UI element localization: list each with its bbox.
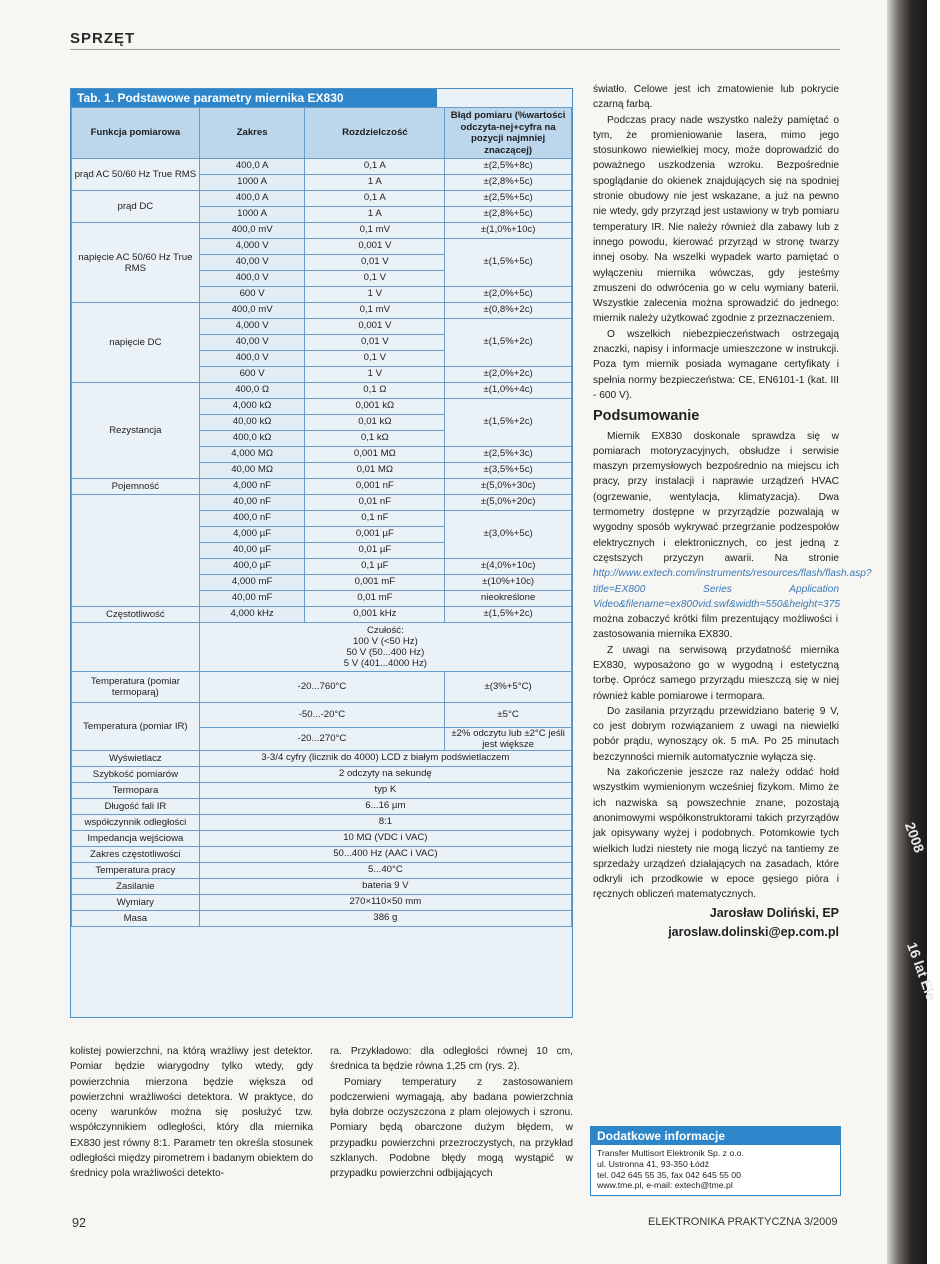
- paragraph: Do zasilania przyrządu przewidziano baterię 9 V, co jest dobrym rozwiązaniem z uwagi na niewielki pobór prądu, wynoszący ok. 5 mA. Po 25 minutach bezczynności miernik automatycznie wyłącza się.: [593, 705, 839, 763]
- error-cell: ±(2,8%+5c): [445, 207, 572, 223]
- range-cell: -20...270°C: [199, 728, 444, 751]
- resolution-cell: 0,001 V: [305, 319, 445, 335]
- info-line: tel. 042 645 55 35, fax 042 645 55 00: [597, 1169, 741, 1180]
- paragraph: ra. Przykładowo: dla odległości równej 10 cm, średnica ta będzie równa 1,25 cm (rys. 2).: [330, 1046, 573, 1073]
- page-edge-shadow: [887, 0, 940, 1264]
- general-value-cell: 8:1: [199, 815, 571, 831]
- error-cell: ±(2,0%+5c): [445, 287, 572, 303]
- error-cell: ±5°C: [445, 703, 572, 728]
- header-rule: [70, 49, 840, 50]
- error-cell: ±(4,0%+10c): [445, 559, 572, 575]
- resolution-cell: 0,001 MΩ: [305, 447, 445, 463]
- general-label-cell: Zasilanie: [72, 879, 200, 895]
- parameters-table: [71, 107, 572, 927]
- function-cell: Temperatura (pomiar IR): [72, 703, 200, 751]
- resolution-cell: 0,1 A: [305, 191, 445, 207]
- page-number: 92: [72, 1216, 86, 1230]
- section-header: SPRZĘT: [70, 30, 136, 47]
- range-cell: 400,0 V: [199, 351, 305, 367]
- range-cell: 600 V: [199, 367, 305, 383]
- general-value-cell: 270×110×50 mm: [199, 895, 571, 911]
- general-label-cell: Zakres częstotliwości: [72, 847, 200, 863]
- error-cell: ±(5,0%+20c): [445, 495, 572, 511]
- paragraph: [593, 429, 872, 643]
- author-name: Jarosław Doliński, EP: [709, 905, 839, 920]
- paragraph: światło. Celowe jest ich zmatowienie lub pokrycie czarną farbą.: [593, 84, 839, 111]
- range-cell: 600 V: [199, 287, 305, 303]
- error-cell: ±(2,5%+3c): [445, 447, 572, 463]
- function-cell: Rezystancja: [72, 383, 200, 479]
- resolution-cell: 0,1 mV: [305, 223, 445, 239]
- info-line[interactable]: www.tme.pl, e-mail: extech@tme.pl: [597, 1180, 733, 1191]
- range-cell: 400,0 Ω: [199, 383, 305, 399]
- error-cell: ±(2,5%+5c): [445, 191, 572, 207]
- range-cell: 40,00 V: [199, 255, 305, 271]
- range-cell: 40,00 kΩ: [199, 415, 305, 431]
- info-line: Transfer Multisort Elektronik Sp. z o.o.: [597, 1148, 744, 1158]
- table-row: [72, 479, 572, 495]
- magazine-name: ELEKTRONIKA PRAKTYCZNA 3/2009: [648, 1216, 838, 1228]
- range-cell: 400,0 mV: [199, 303, 305, 319]
- table-row: [72, 879, 572, 895]
- middle-text-column: [330, 1044, 573, 1182]
- table-row: [72, 863, 572, 879]
- error-cell: ±(2,8%+5c): [445, 175, 572, 191]
- error-cell: ±(0,8%+2c): [445, 303, 572, 319]
- resolution-cell: 0,1 V: [305, 351, 445, 367]
- parameters-table-box: [70, 88, 573, 1018]
- table-row: [72, 495, 572, 511]
- resolution-cell: 0,01 nF: [305, 495, 445, 511]
- range-cell: 400,0 mV: [199, 223, 305, 239]
- resolution-cell: 0,1 A: [305, 159, 445, 175]
- range-cell: 400,0 V: [199, 271, 305, 287]
- error-cell: ±2% odczytu lub ±2°C jeśli jest większe: [445, 728, 572, 751]
- paragraph: Na zakończenie jeszcze raz należy oddać hołd wszystkim wymienionym wcześniej fizykom. Mimo że ich nazwiska są powszechnie znane, pozostają anonimowymi współkonstruktorami takich przyrządów jak opisywany wyżej i podobnych. Potomkowie tych wielkich ludzi niestety nie mogą liczyć na tantiemy ze sprzedaży urządzeń działających na zasadach, które odkryli ich przodkowie w epoce gęsiego pióra i ręcznych obliczeń matematycznych.: [593, 767, 839, 901]
- resolution-cell: 0,01 µF: [305, 543, 445, 559]
- edge-text-title: 16 lat Ele: [903, 940, 940, 1003]
- general-value-cell: 50...400 Hz (AAC i VAC): [199, 847, 571, 863]
- general-label-cell: Długość fali IR: [72, 799, 200, 815]
- range-cell: 4,000 µF: [199, 527, 305, 543]
- range-cell: 400,0 µF: [199, 559, 305, 575]
- range-cell: 40,00 nF: [199, 495, 305, 511]
- paragraph-text: Miernik EX830 doskonale sprawdza się w pomiarach motoryzacyjnych, obsłudze i serwisie maszyn przemysłowych bezpośrednio na miejscu ich pracy, przy instalacji i naprawie urządzeń HVAC (ogrzewanie, wentylacja, klimatyzacja). Dwa termometry dostępne w przyrządzie pozwalają w wygodny sposób wykrywać przegrzanie podzespołów elektrycznych i elektronicznych, co jest jedną z częstszych przyczyn awarii. Na stronie: [593, 430, 839, 564]
- general-value-cell: 3-3/4 cyfry (licznik do 4000) LCD z białym podświetlaczem: [199, 751, 571, 767]
- paragraph: Z uwagi na serwisową przydatność miernika EX830, wyposażono go w wygodną i estetyczną torbę. Oprócz samego przyrządu mieszczą się w niej również kable pomiarowe i termopara.: [593, 644, 839, 702]
- error-cell: ±(3,0%+5c): [445, 511, 572, 559]
- summary-heading: Podsumowanie: [593, 408, 700, 425]
- resolution-cell: 1 A: [305, 207, 445, 223]
- range-cell: 4,000 kHz: [199, 607, 305, 623]
- resolution-cell: 1 V: [305, 367, 445, 383]
- general-value-cell: 10 MΩ (VDC i VAC): [199, 831, 571, 847]
- header-function: Funkcja pomiarowa: [72, 108, 200, 159]
- function-cell: Temperatura (pomiar termoparą): [72, 672, 200, 703]
- general-value-cell: bateria 9 V: [199, 879, 571, 895]
- error-cell: ±(3%+5°C): [445, 672, 572, 703]
- range-cell: 400,0 A: [199, 191, 305, 207]
- table-row: [72, 751, 572, 767]
- general-label-cell: współczynnik odległości: [72, 815, 200, 831]
- table-rows: [72, 159, 572, 607]
- general-label-cell: Szybkość pomiarów: [72, 767, 200, 783]
- range-cell: 4,000 nF: [199, 479, 305, 495]
- resolution-cell: 0,1 kΩ: [305, 431, 445, 447]
- resolution-cell: 0,001 mF: [305, 575, 445, 591]
- error-cell: ±(1,5%+2c): [445, 399, 572, 447]
- table-row: [72, 672, 572, 703]
- sensitivity-line: 50 V (50...400 Hz): [346, 647, 425, 658]
- paragraph-text: można zobaczyć krótki film prezentujący możliwości i zastosowania miernika EX830.: [593, 614, 839, 641]
- paragraph: Podczas pracy nade wszystko należy pamiętać o tym, że promieniowanie lasera, mimo jego stosunkowo niewielkiej mocy, może doprowadzić do poważnego uszkodzenia wzroku. Bezpośrednie spoglądanie do okienek znajdujących się na spodniej stronie obudowy nie jest wskazane, a już na pewno nie wtedy, gdy przyrząd jest ustawiony w tryb pomiaru temperatury IR. Nie należy również dla zabawy lub z innego powodu, kierować przyrząd w stronę twarzy innej osoby. Na wszelki wypadek warto pamiętać o wyłączeniu miernika wówczas, gdy jesteśmy zmuszeni do odwrócenia go w celu wymiany baterii. Wszystkie zalecenia można sprowadzić do jednego: miernik należy użytkować zgodnie z przeznaczeniem.: [593, 114, 839, 325]
- resolution-cell: 0,001 kΩ: [305, 399, 445, 415]
- function-cell: prąd AC 50/60 Hz True RMS: [72, 159, 200, 191]
- range-cell: 1000 A: [199, 207, 305, 223]
- video-link[interactable]: http://www.extech.com/instruments/resources/flash/flash.asp?title=EX800 Series Application Video&filename=ex800vid.swf&width=550&height=375: [593, 568, 872, 610]
- left-text-column: [70, 1044, 313, 1182]
- general-value-cell: 6...16 µm: [199, 799, 571, 815]
- range-cell: 1000 A: [199, 175, 305, 191]
- info-box: [590, 1126, 841, 1196]
- header-error: Błąd pomiaru (%wartości odczyta-nej+cyfra na pozycji najmniej znaczącej): [445, 108, 572, 159]
- error-cell: ±(5,0%+30c): [445, 479, 572, 495]
- resolution-cell: 0,1 V: [305, 271, 445, 287]
- range-cell: -20...760°C: [199, 672, 444, 703]
- resolution-cell: 0,01 V: [305, 335, 445, 351]
- paragraph: kolistej powierzchni, na którą wrażliwy jest detektor. Pomiar będzie wiarygodny tylko wtedy, gdy powierzchnia mierzona będzie większa od powierzchni wrażliwości detektora. W praktyce, do oceny warunków można się posłużyć tzw. współczynnikiem odległości, który dla miernika EX830 jest równy 8:1. Parametr ten określa stosunek odległości między pirometrem i badanym obiektem do średnicy pola wrażliwości detekto-: [70, 1046, 313, 1180]
- header-resolution: Rozdzielczość: [305, 108, 445, 159]
- table-row: [72, 623, 572, 672]
- resolution-cell: 0,001 V: [305, 239, 445, 255]
- range-cell: 40,00 mF: [199, 591, 305, 607]
- table-row: [72, 831, 572, 847]
- edge-text-year: 2008: [901, 820, 928, 855]
- general-value-cell: 5...40°C: [199, 863, 571, 879]
- sensitivity-line: 100 V (<50 Hz): [352, 636, 418, 647]
- right-text-column: [593, 82, 872, 941]
- resolution-cell: 0,01 mF: [305, 591, 445, 607]
- function-cell: napięcie AC 50/60 Hz True RMS: [72, 223, 200, 303]
- function-cell: Pojemność: [72, 479, 200, 495]
- resolution-cell: 0,01 V: [305, 255, 445, 271]
- function-cell: [72, 623, 200, 672]
- table-row: [72, 895, 572, 911]
- range-cell: 40,00 V: [199, 335, 305, 351]
- table-row: [72, 191, 572, 207]
- error-cell: ±(1,0%+4c): [445, 383, 572, 399]
- range-cell: 40,00 µF: [199, 543, 305, 559]
- general-label-cell: Masa: [72, 911, 200, 927]
- paragraph: Pomiary temperatury z zastosowaniem podczerwieni wymagają, aby badana powierzchnia była dobrze oczyszczona z plam olejowych i szronu. Pomiary będą obarczone dużym błędem, w przypadku powierzchni przezroczystych, na przykład szklanych. Podobne błędy mogą wystąpić w przypadku powierzchni odbijających: [330, 1076, 573, 1180]
- sensitivity-line: 5 V (401...4000 Hz): [343, 658, 427, 669]
- table-row: [72, 911, 572, 927]
- general-label-cell: Temperatura pracy: [72, 863, 200, 879]
- error-cell: nieokreślone: [445, 591, 572, 607]
- general-value-cell: 2 odczyty na sekundę: [199, 767, 571, 783]
- table-row: [72, 223, 572, 239]
- table-row: [72, 607, 572, 623]
- error-cell: ±(2,0%+2c): [445, 367, 572, 383]
- table-row: [72, 383, 572, 399]
- table-row: [72, 799, 572, 815]
- range-cell: 40,00 MΩ: [199, 463, 305, 479]
- general-rows: [72, 751, 572, 927]
- range-cell: 4,000 V: [199, 319, 305, 335]
- resolution-cell: 0,01 MΩ: [305, 463, 445, 479]
- sensitivity-cell: [199, 623, 571, 672]
- range-cell: -50...-20°C: [199, 703, 444, 728]
- range-cell: 400,0 nF: [199, 511, 305, 527]
- error-cell: ±(3,5%+5c): [445, 463, 572, 479]
- general-label-cell: Impedancja wejściowa: [72, 831, 200, 847]
- error-cell: ±(2,5%+8c): [445, 159, 572, 175]
- resolution-cell: 0,01 kΩ: [305, 415, 445, 431]
- resolution-cell: 1 V: [305, 287, 445, 303]
- general-label-cell: Wyświetlacz: [72, 751, 200, 767]
- table-row: [72, 767, 572, 783]
- resolution-cell: 0,001 nF: [305, 479, 445, 495]
- error-cell: ±(1,5%+5c): [445, 239, 572, 287]
- sensitivity-label: Czułość:: [366, 625, 404, 636]
- resolution-cell: 0,1 Ω: [305, 383, 445, 399]
- function-cell: napięcie DC: [72, 303, 200, 383]
- range-cell: 400,0 A: [199, 159, 305, 175]
- resolution-cell: 1 A: [305, 175, 445, 191]
- author-email[interactable]: jaroslaw.dolinski@ep.com.pl: [668, 924, 839, 939]
- function-cell: [72, 495, 200, 607]
- resolution-cell: 0,001 kHz: [305, 607, 445, 623]
- table-row: [72, 159, 572, 175]
- general-value-cell: 386 g: [199, 911, 571, 927]
- header-range: Zakres: [199, 108, 305, 159]
- table-row: [72, 783, 572, 799]
- table-title: Tab. 1. Podstawowe parametry miernika EX830: [71, 89, 437, 107]
- resolution-cell: 0,1 µF: [305, 559, 445, 575]
- table-row: [72, 703, 572, 728]
- info-line: ul. Ustronna 41, 93-350 Łódź: [597, 1158, 710, 1169]
- resolution-cell: 0,1 mV: [305, 303, 445, 319]
- general-label-cell: Wymiary: [72, 895, 200, 911]
- general-value-cell: typ K: [199, 783, 571, 799]
- function-cell: prąd DC: [72, 191, 200, 223]
- table-header-row: [72, 108, 572, 159]
- error-cell: ±(1,5%+2c): [445, 319, 572, 367]
- error-cell: ±(10%+10c): [445, 575, 572, 591]
- range-cell: 4,000 kΩ: [199, 399, 305, 415]
- table-row: [72, 815, 572, 831]
- paragraph: O wszelkich niebezpieczeństwach ostrzegają znaczki, napisy i informacje umieszczone w instrukcji. Poza tym miernik posiada wymagane certyfikaty i spełnia normy bezpieczeństwa: CE, EN6101-1 (kat. III - 600 V).: [593, 328, 839, 401]
- error-cell: ±(1,0%+10c): [445, 223, 572, 239]
- range-cell: 4,000 MΩ: [199, 447, 305, 463]
- general-label-cell: Termopara: [72, 783, 200, 799]
- info-box-body: [591, 1145, 840, 1194]
- resolution-cell: 0,001 µF: [305, 527, 445, 543]
- range-cell: 4,000 mF: [199, 575, 305, 591]
- error-cell: ±(1,5%+2c): [445, 607, 572, 623]
- info-box-title: Dodatkowe informacje: [591, 1127, 840, 1145]
- table-row: [72, 303, 572, 319]
- range-cell: 400,0 kΩ: [199, 431, 305, 447]
- resolution-cell: 0,1 nF: [305, 511, 445, 527]
- range-cell: 4,000 V: [199, 239, 305, 255]
- table-row: [72, 847, 572, 863]
- function-cell: Częstotliwość: [72, 607, 200, 623]
